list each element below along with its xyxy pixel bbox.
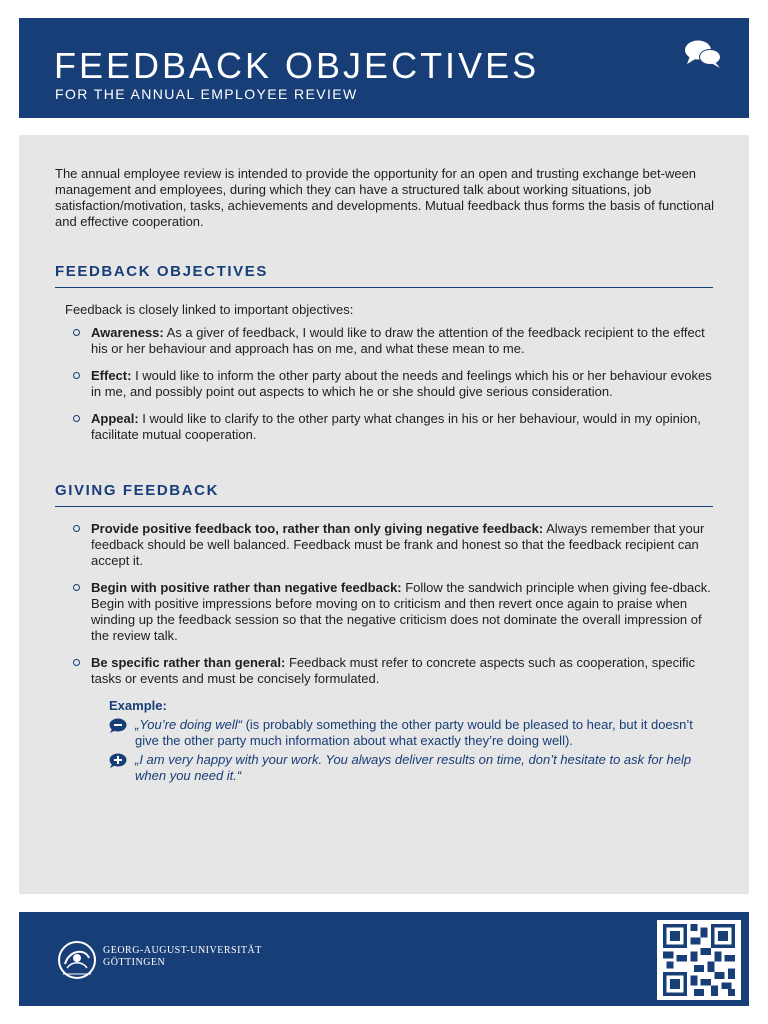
list-item	[73, 580, 713, 644]
university-name-line2: GÖTTINGEN	[103, 957, 166, 968]
minus-speech-icon	[109, 718, 127, 733]
item-term: Effect:	[91, 368, 132, 383]
item-text: As a giver of feedback, I would like to draw the attention of the feedback recipient to the effect his or her behaviour and approach has on me, and what these mean to me.	[91, 325, 705, 356]
plus-speech-icon	[109, 753, 127, 768]
university-name	[103, 945, 262, 969]
example-label: Example:	[109, 698, 167, 713]
item-term: Provide positive feedback too, rather than only giving negative feedback:	[91, 521, 544, 536]
item-term: Begin with positive rather than negative feedback:	[91, 580, 402, 595]
bullet-circle-icon	[73, 329, 80, 336]
example-block	[109, 698, 719, 787]
item-text: I would like to inform the other party about the needs and feelings which his or her behaviour evokes in me, and possibly point out aspects to which he or she should give serious consideration.	[91, 368, 712, 399]
list-item	[73, 655, 713, 687]
objectives-lead: Feedback is closely linked to important objectives:	[65, 302, 354, 317]
list-item	[73, 521, 713, 569]
item-text: Always remember that your feedback should be well balanced. Feedback must be frank and honest so that the feedback recipient can accept it.	[91, 521, 705, 568]
giving-feedback-heading: GIVING FEEDBACK	[55, 482, 713, 507]
positive-example	[109, 752, 719, 784]
item-term: Awareness:	[91, 325, 164, 340]
university-seal-icon	[55, 938, 99, 982]
intro-paragraph: The annual employee review is intended to provide the opportunity for an open and trusting exchange bet-ween management and employees, during which they can have a structured talk about working situations, job satisfaction/motivation, tasks, achievements and developments. Mutual feedback thus forms the basis of functional and effective cooperation.	[55, 166, 715, 229]
bullet-circle-icon	[73, 372, 80, 379]
item-text: Follow the sandwich principle when giving fee-dback. Begin with positive impressions before moving on to criticism and then revert once again to praise when winding up the feedback session so that the negative criticism does not dominate the overall impression of the review talk.	[91, 580, 711, 643]
list-item	[73, 411, 713, 443]
bullet-circle-icon	[73, 415, 80, 422]
negative-explanation: (is probably something the other party would be pleased to hear, but it doesn’t give the other party much information about what exactly they’re doing well).	[135, 717, 693, 748]
qr-code-icon	[657, 920, 741, 1000]
bullet-circle-icon	[73, 584, 80, 591]
item-term: Be specific rather than general:	[91, 655, 286, 670]
page-subtitle: FOR THE ANNUAL EMPLOYEE REVIEW	[55, 86, 358, 102]
item-text: I would like to clarify to the other party what changes in his or her behaviour, would in my opinion, facilitate mutual cooperation.	[91, 411, 701, 442]
header-banner	[19, 18, 749, 118]
speech-bubbles-icon	[683, 38, 723, 70]
objectives-heading: FEEDBACK OBJECTIVES	[55, 263, 713, 288]
positive-quote: „I am very happy with your work. You always deliver results on time, don’t hesitate to ask for help when you need it.“	[135, 752, 692, 783]
page-title: FEEDBACK OBJECTIVES	[54, 45, 540, 86]
item-term: Appeal:	[91, 411, 139, 426]
item-text: Feedback must refer to concrete aspects such as cooperation, specific tasks or events and must be concisely formulated.	[91, 655, 696, 686]
university-name-line1: GEORG-AUGUST-UNIVERSITÄT	[103, 945, 262, 956]
bullet-circle-icon	[73, 525, 80, 532]
negative-quote: „You’re doing well“	[135, 717, 242, 732]
objectives-list	[73, 325, 713, 454]
list-item	[73, 325, 713, 357]
content-panel	[19, 135, 749, 894]
bullet-circle-icon	[73, 659, 80, 666]
negative-example	[109, 717, 719, 749]
list-item	[73, 368, 713, 400]
giving-feedback-list	[73, 521, 713, 698]
footer-banner	[19, 912, 749, 1006]
